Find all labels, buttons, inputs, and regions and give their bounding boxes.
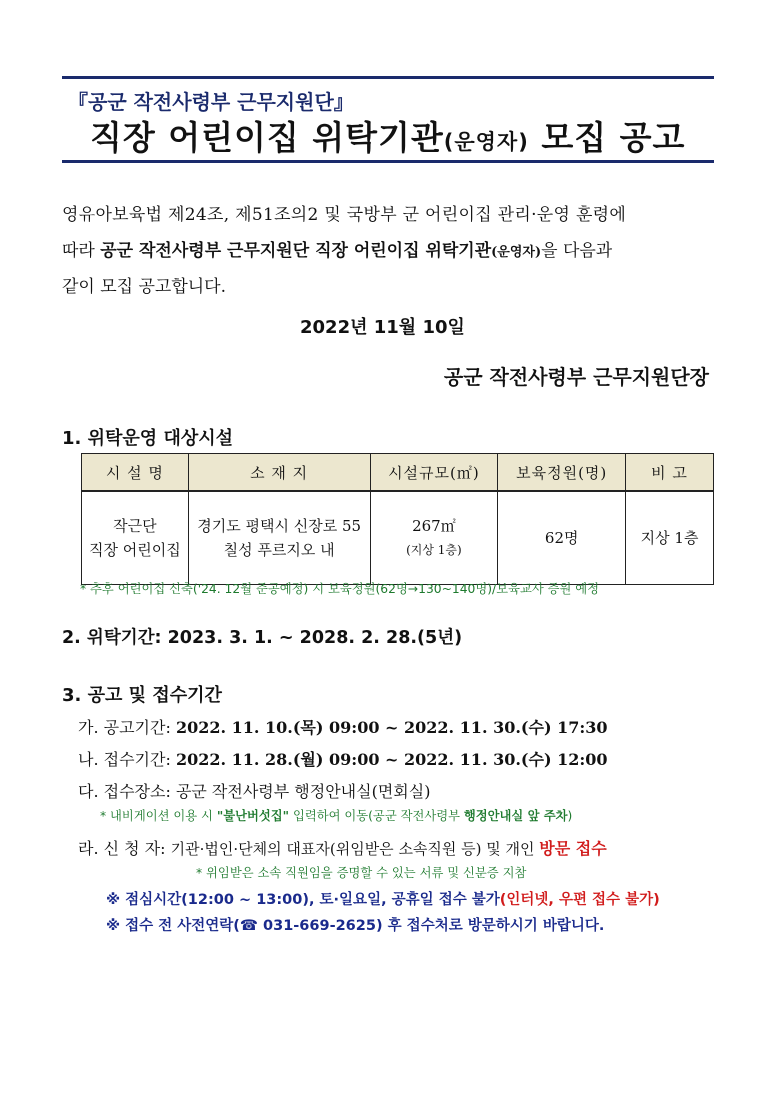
col-header-capacity: 보육정원(명)	[498, 454, 626, 492]
intro-line-3: 같이 모집 공고합니다.	[62, 277, 227, 297]
col-header-note: 비 고	[626, 454, 714, 492]
bottom-rule	[62, 160, 714, 163]
top-rule	[62, 76, 714, 79]
announcement-date: 2022년 11월 10일	[300, 317, 465, 338]
item-d: 라. 신 청 자: 기관·법인·단체의 대표자(위임받은 소속직원 등) 및 개인 방문 접수	[78, 839, 607, 858]
col-header-location: 소 재 지	[188, 454, 370, 492]
col-header-name: 시 설 명	[82, 454, 189, 492]
cell-name: 작근단 직장 어린이집	[82, 491, 189, 585]
item-c-note: * 내비게이션 이용 시 "불난버섯집" 입력하여 이동(공군 작전사령부 행정안내실 앞 주차)	[100, 809, 573, 823]
section1-footnote: * 추후 어린이집 신축('24. 12월 준공예정) 시 보육정원(62명→130~140명)/보육교사 증원 예정	[80, 582, 600, 596]
item-b: 나. 접수기간: 2022. 11. 28.(월) 09:00 ~ 2022. 11. 30.(수) 12:00	[78, 750, 608, 769]
title-main: 직장 어린이집 위탁기관	[90, 118, 444, 157]
section1-heading: 1. 위탁운영 대상시설	[62, 428, 233, 449]
table-row	[82, 491, 714, 585]
title-end: 모집 공고	[541, 118, 686, 157]
item-c: 다. 접수장소: 공군 작전사령부 행정안내실(면회실)	[78, 782, 431, 801]
cell-size: 267㎡ (지상 1층)	[370, 491, 498, 585]
section3-heading: 3. 공고 및 접수기간	[62, 685, 222, 706]
intro-bold: 공군 작전사령부 근무지원단 직장 어린이집 위탁기관	[100, 241, 492, 261]
cell-capacity: 62명	[498, 491, 626, 585]
notice-lunch: ※ 점심시간(12:00 ~ 13:00), 토·일요일, 공휴일 접수 불가(인터넷, 우편 접수 불가)	[106, 892, 660, 908]
col-header-size: 시설규모(㎡)	[370, 454, 498, 492]
cell-note: 지상 1층	[626, 491, 714, 585]
intro-line-1: 영유아보육법 제24조, 제51조의2 및 국방부 군 어린이집 관리·운영 훈령에	[62, 205, 627, 225]
cell-location: 경기도 평택시 신장로 55 칠성 푸르지오 내	[188, 491, 370, 585]
page-title	[90, 112, 685, 159]
subtitle: 『공군 작전사령부 근무지원단』	[68, 90, 354, 114]
item-d-note: * 위임받은 소속 직원임을 증명할 수 있는 서류 및 신분증 지참	[196, 866, 527, 880]
facility-table	[81, 453, 714, 585]
notice-contact: ※ 접수 전 사전연락(☎ 031-669-2625) 후 접수처로 방문하시기 바랍니다.	[106, 918, 605, 934]
item-a: 가. 공고기간: 2022. 11. 10.(목) 09:00 ~ 2022. 11. 30.(수) 17:30	[78, 718, 608, 737]
section2-heading: 2. 위탁기간: 2023. 3. 1. ~ 2028. 2. 28.(5년)	[62, 628, 463, 648]
intro-line-2: 따라 공군 작전사령부 근무지원단 직장 어린이집 위탁기관(운영자)을 다음과	[62, 241, 613, 261]
title-small: (운영자)	[443, 130, 529, 154]
issuer: 공군 작전사령부 근무지원단장	[443, 365, 709, 389]
